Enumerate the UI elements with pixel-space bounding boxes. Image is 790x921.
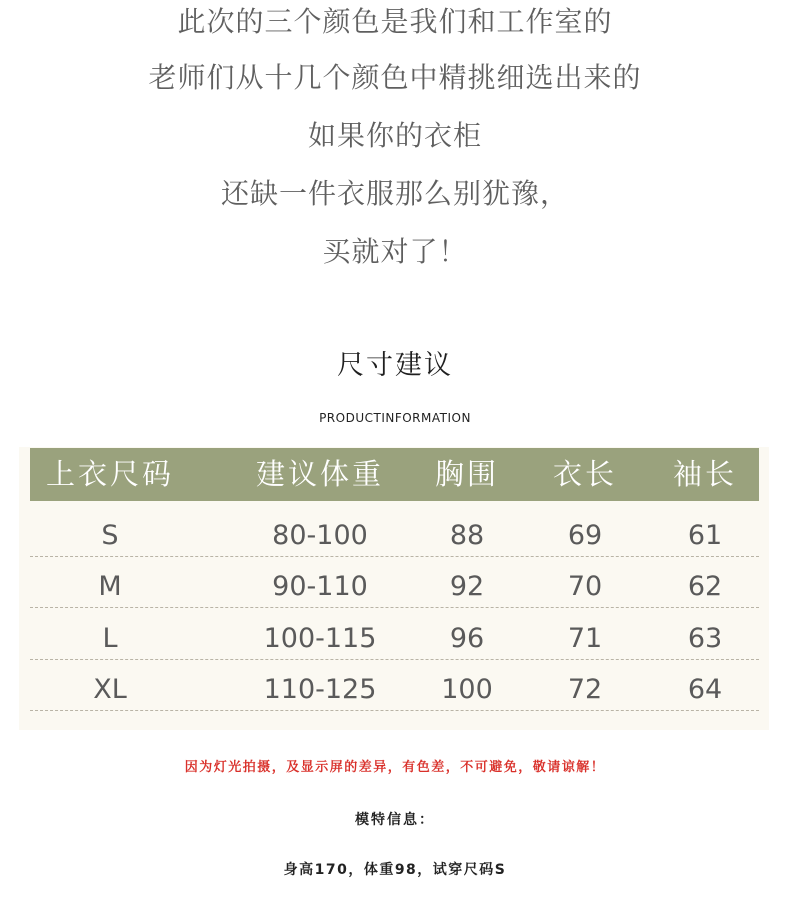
cell-weight: 80-100 (272, 520, 368, 551)
size-section-title: 尺寸建议 (337, 350, 453, 381)
header-weight: 建议体重 (255, 457, 384, 491)
cell-length: 69 (567, 520, 603, 551)
header-chest: 胸围 (434, 457, 499, 491)
poem-line-1: 此次的三个颜色是我们和工作室的 (177, 5, 613, 38)
table-row (30, 609, 759, 660)
cell-chest: 100 (441, 674, 493, 705)
poem-line-5: 买就对了！ (322, 235, 468, 268)
header-size: 上衣尺码 (45, 457, 174, 491)
cell-chest: 88 (449, 520, 485, 551)
cell-size: XL (93, 674, 127, 705)
table-row (30, 557, 759, 608)
poem-line-2: 老师们从十几个颜色中精挑细选出来的 (148, 61, 642, 94)
size-table-header (30, 448, 759, 501)
header-sleeve: 袖长 (672, 457, 737, 491)
cell-weight: 100-115 (263, 623, 377, 654)
cell-length: 71 (567, 623, 603, 654)
cell-sleeve: 62 (687, 571, 723, 602)
cell-weight: 90-110 (272, 571, 368, 602)
cell-length: 70 (567, 571, 603, 602)
color-difference-notice: 因为灯光拍摄，及显示屏的差异，有色差，不可避免，敬请谅解！ (184, 760, 606, 775)
cell-chest: 92 (449, 571, 485, 602)
cell-size: L (102, 623, 118, 654)
model-info-title: 模特信息： (355, 812, 435, 828)
header-length: 衣长 (552, 457, 617, 491)
table-row (30, 660, 759, 711)
cell-chest: 96 (449, 623, 485, 654)
cell-length: 72 (567, 674, 603, 705)
poem-line-3: 如果你的衣柜 (307, 119, 482, 152)
cell-sleeve: 63 (687, 623, 723, 654)
table-row (30, 506, 759, 557)
cell-sleeve: 61 (687, 520, 723, 551)
cell-size: S (101, 520, 119, 551)
cell-weight: 110-125 (263, 674, 377, 705)
size-section-subtitle: PRODUCTINFORMATION (319, 411, 471, 425)
cell-size: M (98, 571, 122, 602)
poem-line-4: 还缺一件衣服那么别犹豫， (220, 177, 569, 210)
size-table (19, 447, 769, 730)
cell-sleeve: 64 (687, 674, 723, 705)
model-info-text: 身高170，体重98，试穿尺码S (283, 862, 507, 878)
